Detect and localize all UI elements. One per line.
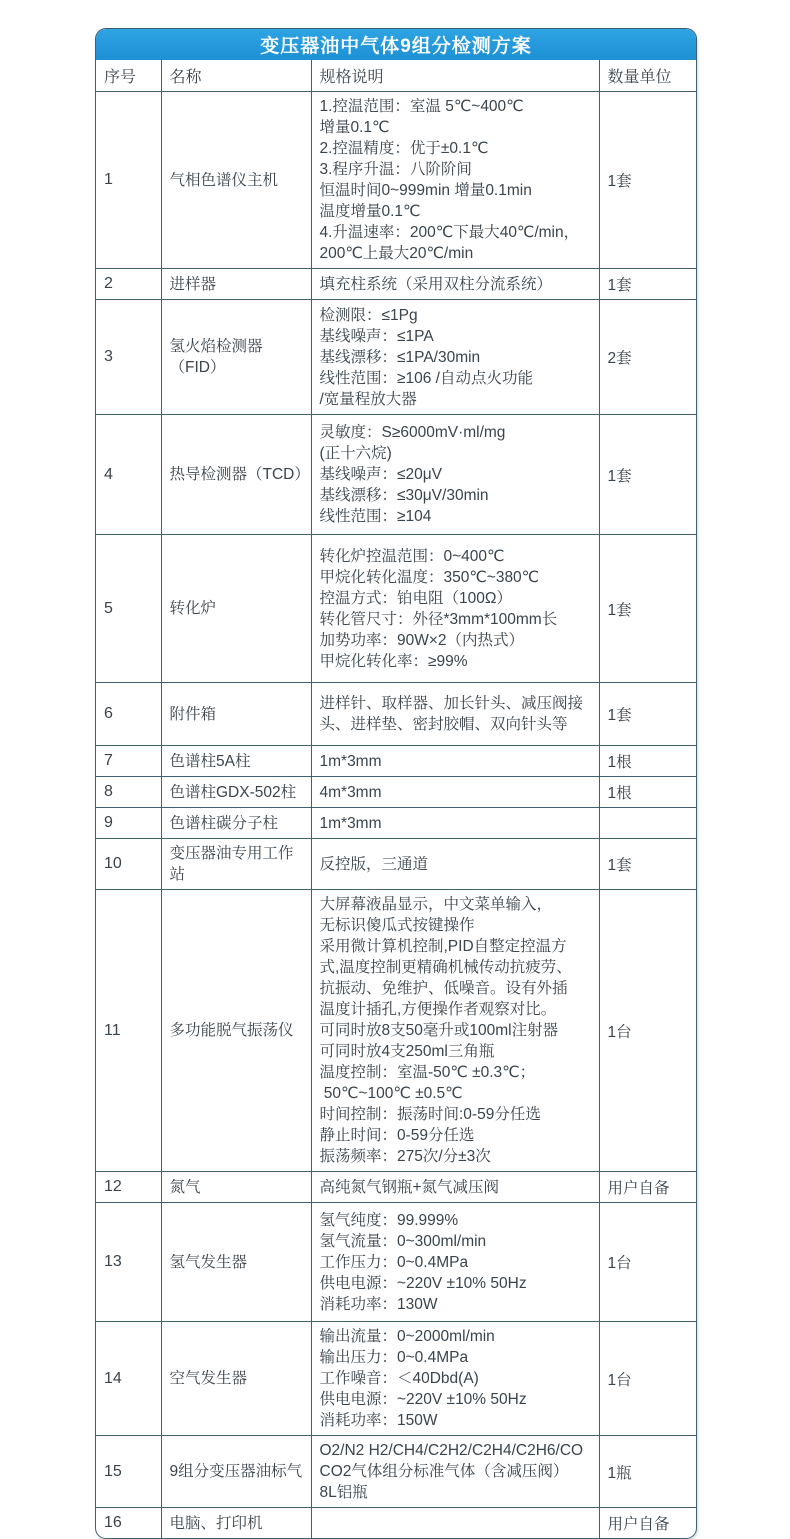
item-name-cell: 进样器 (161, 269, 311, 300)
page-title: 变压器油中气体9组分检测方案 (260, 36, 532, 57)
column-header-no: 序号 (96, 60, 161, 92)
item-qty-cell: 1根 (599, 777, 697, 808)
table-row (96, 269, 697, 300)
item-name-cell: 附件箱 (161, 683, 311, 746)
item-spec-cell: 高纯氮气钢瓶+氮气减压阀 (311, 1172, 599, 1203)
item-spec-cell: 1m*3mm (311, 746, 599, 777)
spec-table (96, 60, 697, 1538)
item-spec-cell: O2/N2 H2/CH4/C2H2/C2H4/C2H6/CO CO2气体组分标准气体（含减压阀） 8L铝瓶 (311, 1436, 599, 1508)
item-qty-cell (599, 808, 697, 839)
item-qty-cell: 2套 (599, 300, 697, 415)
item-qty-cell: 1套 (599, 535, 697, 683)
row-number-cell: 11 (96, 890, 161, 1172)
table-row (96, 300, 697, 415)
table-row (96, 535, 697, 683)
table-header (96, 60, 697, 92)
column-header-name: 名称 (161, 60, 311, 92)
item-qty-cell: 1根 (599, 746, 697, 777)
item-name-cell: 气相色谱仪主机 (161, 92, 311, 269)
table-row (96, 1322, 697, 1436)
item-qty-cell: 用户自备 (599, 1508, 697, 1539)
item-name-cell: 空气发生器 (161, 1322, 311, 1436)
row-number-cell: 15 (96, 1436, 161, 1508)
table-row (96, 92, 697, 269)
row-number-cell: 13 (96, 1203, 161, 1322)
item-name-cell: 色谱柱碳分子柱 (161, 808, 311, 839)
table-row (96, 890, 697, 1172)
column-header-spec: 规格说明 (311, 60, 599, 92)
row-number-cell: 14 (96, 1322, 161, 1436)
item-name-cell: 变压器油专用工作站 (161, 839, 311, 890)
row-number-cell: 6 (96, 683, 161, 746)
item-spec-cell: 大屏幕液晶显示，中文菜单输入， 无标识傻瓜式按键操作 采用微计算机控制,PID自整定控温方 式,温度控制更精确机械传动抗疲劳、 抗振动、免维护、低噪音。设有外插 温度计插孔,方便操作者观察对比。 可同时放8支50毫升或100ml注射器 可同时放4支250ml三角瓶 温度控制：室温-50℃ ±0.3℃； 50℃~100℃ ±0.5℃ 时间控制：振荡时间:0-59分任选 静止时间：0-59分任选 振荡频率：275次/分±3次 (311, 890, 599, 1172)
item-name-cell: 电脑、打印机 (161, 1508, 311, 1539)
table-row (96, 415, 697, 535)
item-name-cell: 色谱柱5A柱 (161, 746, 311, 777)
item-spec-cell: 氢气纯度：99.999% 氢气流量：0~300ml/min 工作压力：0~0.4MPa 供电电源：~220V ±10% 50Hz 消耗功率：130W (311, 1203, 599, 1322)
column-header-qty: 数量单位 (599, 60, 697, 92)
item-spec-cell (311, 1508, 599, 1539)
row-number-cell: 9 (96, 808, 161, 839)
table-row (96, 839, 697, 890)
item-qty-cell: 1瓶 (599, 1436, 697, 1508)
item-qty-cell: 1台 (599, 1322, 697, 1436)
item-qty-cell: 1套 (599, 92, 697, 269)
table-row (96, 746, 697, 777)
item-spec-cell: 4m*3mm (311, 777, 599, 808)
table-body (96, 92, 697, 1539)
item-spec-cell: 1.控温范围：室温 5℃~400℃ 增量0.1℃ 2.控温精度：优于±0.1℃ 3.程序升温：八阶阶间 恒温时间0~999min 增量0.1min 温度增量0.1℃ 4.升温速率：200℃下最大40℃/min， 200℃上最大20℃/min (311, 92, 599, 269)
item-name-cell: 转化炉 (161, 535, 311, 683)
item-spec-cell: 进样针、取样器、加长针头、减压阀接头、进样垫、密封胶帽、双向针头等 (311, 683, 599, 746)
item-spec-cell: 灵敏度：S≥6000mV·ml/mg (正十六烷) 基线噪声：≤20μV 基线漂移：≤30μV/30min 线性范围：≥104 (311, 415, 599, 535)
item-qty-cell: 用户自备 (599, 1172, 697, 1203)
item-qty-cell: 1套 (599, 683, 697, 746)
item-name-cell: 氢火焰检测器（FID） (161, 300, 311, 415)
detection-plan-table-card (95, 28, 697, 1539)
item-spec-cell: 填充柱系统（采用双柱分流系统） (311, 269, 599, 300)
row-number-cell: 8 (96, 777, 161, 808)
row-number-cell: 12 (96, 1172, 161, 1203)
row-number-cell: 2 (96, 269, 161, 300)
row-number-cell: 3 (96, 300, 161, 415)
item-qty-cell: 1套 (599, 415, 697, 535)
item-spec-cell: 检测限：≤1Pg 基线噪声：≤1PA 基线漂移：≤1PA/30min 线性范围：≥106 /自动点火功能 /宽量程放大器 (311, 300, 599, 415)
item-qty-cell: 1套 (599, 269, 697, 300)
row-number-cell: 4 (96, 415, 161, 535)
title-band (96, 29, 696, 60)
item-name-cell: 热导检测器（TCD） (161, 415, 311, 535)
item-spec-cell: 反控版，三通道 (311, 839, 599, 890)
item-qty-cell: 1套 (599, 839, 697, 890)
item-name-cell: 氮气 (161, 1172, 311, 1203)
row-number-cell: 7 (96, 746, 161, 777)
table-row (96, 1436, 697, 1508)
item-name-cell: 多功能脱气振荡仪 (161, 890, 311, 1172)
table-row (96, 1203, 697, 1322)
header-row (96, 60, 697, 92)
item-qty-cell: 1台 (599, 890, 697, 1172)
row-number-cell: 10 (96, 839, 161, 890)
item-spec-cell: 1m*3mm (311, 808, 599, 839)
row-number-cell: 5 (96, 535, 161, 683)
table-row (96, 808, 697, 839)
item-name-cell: 色谱柱GDX-502柱 (161, 777, 311, 808)
table-row (96, 777, 697, 808)
table-row (96, 1508, 697, 1539)
item-spec-cell: 输出流量：0~2000ml/min 输出压力：0~0.4MPa 工作噪音：＜40Dbd(A) 供电电源：~220V ±10% 50Hz 消耗功率：150W (311, 1322, 599, 1436)
item-spec-cell: 转化炉控温范围：0~400℃ 甲烷化转化温度：350℃~380℃ 控温方式：铂电阻（100Ω） 转化管尺寸：外径*3mm*100mm长 加势功率：90W×2（内热式） 甲烷化转化率：≥99% (311, 535, 599, 683)
item-name-cell: 氢气发生器 (161, 1203, 311, 1322)
table-row (96, 1172, 697, 1203)
item-qty-cell: 1台 (599, 1203, 697, 1322)
table-row (96, 683, 697, 746)
row-number-cell: 1 (96, 92, 161, 269)
row-number-cell: 16 (96, 1508, 161, 1539)
item-name-cell: 9组分变压器油标气 (161, 1436, 311, 1508)
